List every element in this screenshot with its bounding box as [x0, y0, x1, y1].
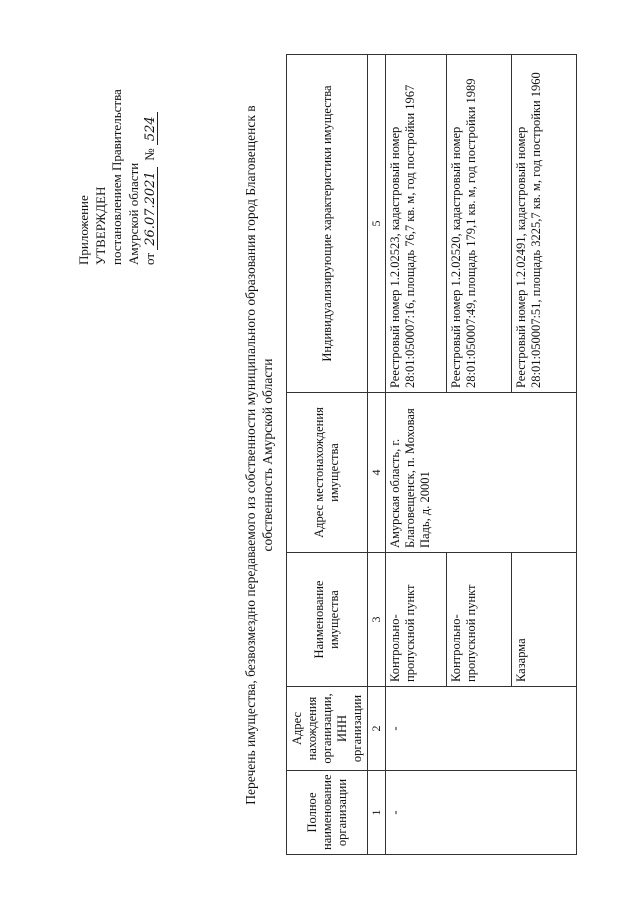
property-name-cell: Контрольно-пропускной пункт	[447, 553, 512, 687]
column-number: 1	[368, 771, 386, 855]
property-table	[286, 54, 577, 855]
header-org-address: Адрес нахождения организации, ИНН организации	[287, 687, 368, 771]
decree-label: постановлением Правительства	[109, 89, 124, 265]
region-label: Амурской области	[125, 162, 141, 265]
characteristics-cell: Реестровый номер 1.2.02491, кадастровый номер 28:01:050007:51, площадь 3225,7 кв. м, год постройки 1960	[512, 55, 577, 393]
property-name-cell: Контрольно-пропускной пункт	[386, 553, 447, 687]
title-line-2: собственность Амурской области	[260, 358, 275, 552]
table-row	[386, 55, 447, 855]
appendix-label: Приложение	[76, 195, 91, 265]
org-address-cell: -	[386, 687, 577, 771]
org-name-cell: -	[386, 771, 577, 855]
date-number-line	[142, 35, 159, 265]
decree-number: 524	[144, 112, 158, 145]
number-row	[368, 55, 386, 855]
title-line-1: Перечень имущества, безвозмездно передаваемого из собственности муниципального образования город Благовещенск в	[243, 105, 258, 805]
property-name-cell: Казарма	[512, 553, 577, 687]
header-property-name: Наименование имущества	[287, 553, 368, 687]
property-address-cell: Амурская область, г. Благовещенск, п. Моховая Падь, д. 20001	[386, 393, 577, 553]
header-property-address: Адрес местонахождения имущества	[287, 393, 368, 553]
header-characteristics: Индивидуализирующие характеристики имущества	[287, 55, 368, 393]
rotated-content	[30, 35, 610, 875]
header-org-name: Полное наименование организации	[287, 771, 368, 855]
from-label: от	[142, 252, 157, 265]
approved-label: УТВЕРЖДЕН	[92, 186, 108, 265]
column-number: 3	[368, 553, 386, 687]
approval-block	[76, 35, 159, 265]
header-row	[287, 55, 368, 855]
column-number: 5	[368, 55, 386, 393]
column-number: 2	[368, 687, 386, 771]
decree-date: 26.07.2021	[144, 167, 158, 249]
characteristics-cell: Реестровый номер 1.2.02523, кадастровый номер 28:01:050007:16, площадь 76,7 кв. м, год постройки 1967	[386, 55, 447, 393]
column-number: 4	[368, 393, 386, 553]
number-label: №	[142, 148, 157, 161]
characteristics-cell: Реестровый номер 1.2.02520, кадастровый номер 28:01:050007:49, площадь 179,1 кв. м, год постройки 1989	[447, 55, 512, 393]
document-title	[242, 35, 276, 875]
